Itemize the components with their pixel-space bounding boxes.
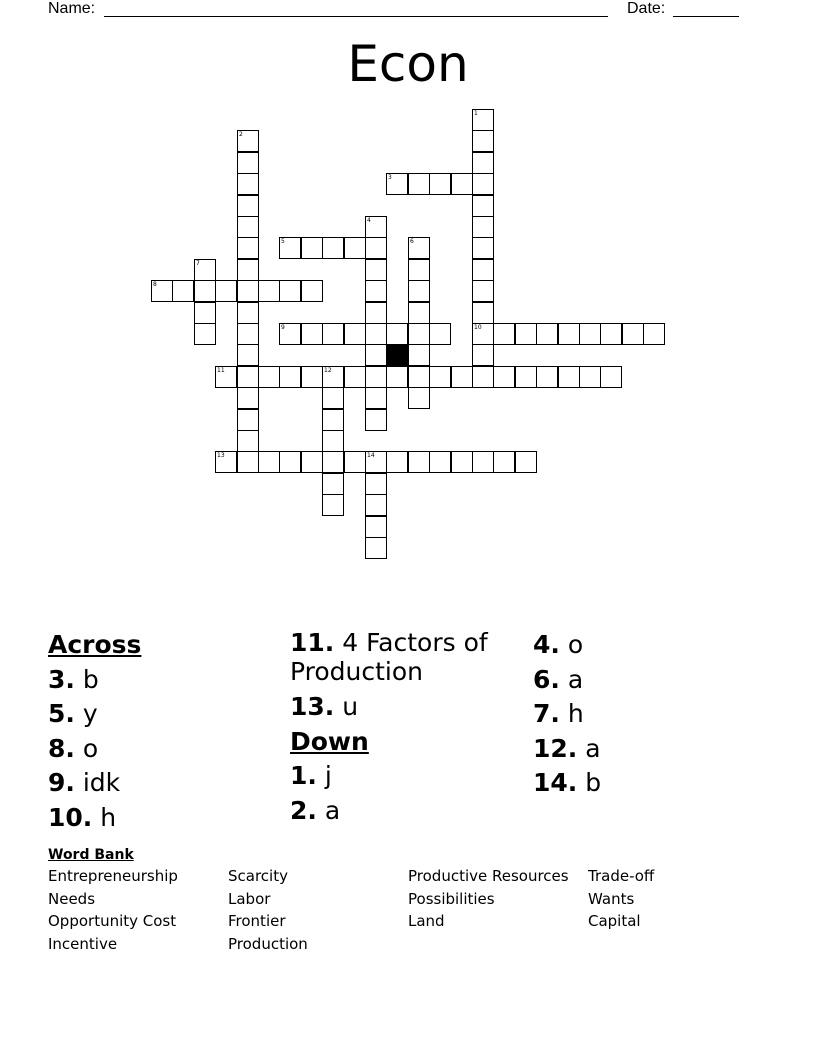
word-bank-title: Word Bank <box>48 847 134 863</box>
clue-column-2 <box>290 628 526 828</box>
clue-number: 14. <box>533 768 578 797</box>
crossword-cell[interactable] <box>408 366 430 388</box>
crossword-cell[interactable] <box>237 409 259 431</box>
across-heading: Across <box>48 630 142 659</box>
crossword-cell[interactable] <box>215 451 237 473</box>
word-bank-item: Trade-off <box>588 867 655 885</box>
down-clue <box>533 697 765 732</box>
crossword-cell[interactable] <box>472 259 494 281</box>
name-label: Name: <box>48 0 96 17</box>
down-clue <box>290 759 526 794</box>
across-clue <box>48 801 280 836</box>
crossword-cell[interactable] <box>558 323 580 345</box>
crossword-cell[interactable] <box>600 366 622 388</box>
across-clue <box>48 732 280 767</box>
crossword-cell[interactable] <box>301 323 323 345</box>
crossword-cell[interactable] <box>408 237 430 259</box>
crossword-cell[interactable] <box>408 387 430 409</box>
name-line[interactable] <box>104 16 608 17</box>
clue-text: a <box>316 795 341 825</box>
clue-number-label: 1 <box>474 110 478 117</box>
date-line[interactable] <box>673 16 739 17</box>
crossword-cell[interactable] <box>622 323 644 345</box>
clue-column-1 <box>48 628 280 835</box>
crossword-cell[interactable] <box>215 280 237 302</box>
crossword-cell[interactable] <box>429 323 451 345</box>
crossword-cell[interactable] <box>365 451 387 473</box>
clue-number: 3. <box>48 664 75 694</box>
clue-column-3 <box>533 628 765 801</box>
crossword-cell[interactable] <box>451 451 473 473</box>
crossword-cell[interactable] <box>472 130 494 152</box>
crossword-cell[interactable] <box>472 323 494 345</box>
crossword-cell[interactable] <box>472 195 494 217</box>
word-bank-item: Capital <box>588 912 641 931</box>
clue-number-label: 11 <box>217 367 225 374</box>
crossword-cell[interactable] <box>322 323 344 345</box>
clue-number: 8. <box>48 733 75 763</box>
crossword-cell[interactable] <box>194 280 216 302</box>
word-bank-item: Wants <box>588 889 635 908</box>
clue-number: 13. <box>290 692 335 721</box>
crossword-cell[interactable] <box>237 344 259 366</box>
crossword-cell[interactable] <box>344 366 366 388</box>
puzzle-title: Econ <box>347 35 469 93</box>
crossword-cell[interactable] <box>386 323 408 345</box>
crossword-cell[interactable] <box>472 109 494 131</box>
down-clue <box>533 766 765 801</box>
clue-text: h <box>559 699 584 728</box>
crossword-cell[interactable] <box>451 173 473 195</box>
crossword-cell[interactable] <box>237 152 259 174</box>
word-bank-item: Entrepreneurship <box>48 867 178 885</box>
clue-text: a <box>577 733 601 763</box>
crossword-cell[interactable] <box>600 323 622 345</box>
clue-number-label: 2 <box>239 131 243 138</box>
crossword-cell[interactable] <box>322 366 344 388</box>
crossword-cell[interactable] <box>451 366 473 388</box>
crossword-cell[interactable] <box>386 173 408 195</box>
crossword-cell[interactable] <box>408 173 430 195</box>
word-bank <box>48 846 655 953</box>
crossword-cell[interactable] <box>365 323 387 345</box>
crossword-cell[interactable] <box>408 280 430 302</box>
crossword-cell[interactable] <box>237 430 259 452</box>
crossword-cell[interactable] <box>365 366 387 388</box>
clue-number: 11. <box>290 628 335 657</box>
clue-number: 2. <box>290 795 317 825</box>
crossword-cell[interactable] <box>536 366 558 388</box>
crossword-cell[interactable] <box>322 387 344 409</box>
crossword-cell[interactable] <box>237 173 259 195</box>
crossword-cell[interactable] <box>493 451 515 473</box>
crossword-cell[interactable] <box>237 387 259 409</box>
word-bank-item: Production <box>228 934 308 953</box>
crossword-cell[interactable] <box>194 259 216 281</box>
crossword-cell[interactable] <box>237 216 259 238</box>
crossword-cell[interactable] <box>579 366 601 388</box>
crossword-cell[interactable] <box>365 537 387 559</box>
clue-number: 5. <box>48 699 75 728</box>
crossword-cell[interactable] <box>215 366 237 388</box>
word-bank-item: Frontier <box>228 912 286 931</box>
clue-text: h <box>92 802 117 832</box>
date-label: Date: <box>627 0 666 17</box>
crossword-cell[interactable] <box>408 451 430 473</box>
crossword-cell[interactable] <box>301 237 323 259</box>
crossword-cell[interactable] <box>536 323 558 345</box>
clue-number-label: 10 <box>474 324 482 331</box>
clue-text: o <box>74 733 99 763</box>
word-bank-item: Incentive <box>48 934 118 953</box>
crossword-cell[interactable] <box>365 259 387 281</box>
crossword-cell[interactable] <box>365 237 387 259</box>
crossword-cell[interactable] <box>472 237 494 259</box>
clue-text: a <box>559 664 584 694</box>
clue-text: 4 Factors of Production <box>290 628 488 686</box>
clue-number-label: 3 <box>388 174 392 181</box>
crossword-cell[interactable] <box>237 323 259 345</box>
crossword-cell[interactable] <box>515 323 537 345</box>
crossword-cell[interactable] <box>515 366 537 388</box>
crossword-cell[interactable] <box>344 237 366 259</box>
clue-number-label: 4 <box>367 217 371 224</box>
clue-number: 7. <box>533 699 560 728</box>
crossword-cell[interactable] <box>322 494 344 516</box>
clue-text: j <box>316 761 332 790</box>
word-bank-item: Productive Resources <box>408 867 569 885</box>
clue-text: u <box>334 692 359 721</box>
crossword-cell[interactable] <box>408 259 430 281</box>
down-clue <box>533 628 765 663</box>
crossword-cell[interactable] <box>279 451 301 473</box>
clue-number-label: 8 <box>153 281 157 288</box>
clue-number-label: 12 <box>324 367 332 374</box>
down-heading: Down <box>290 726 369 756</box>
crossword-cell[interactable] <box>237 259 259 281</box>
word-bank-item: Scarcity <box>228 867 288 885</box>
crossword-cell[interactable] <box>258 451 280 473</box>
clue-number-label: 9 <box>281 324 285 331</box>
crossword-cell[interactable] <box>558 366 580 388</box>
crossword-cell[interactable] <box>472 280 494 302</box>
crossword-cell[interactable] <box>172 280 194 302</box>
down-clue <box>533 732 765 767</box>
crossword-cell[interactable] <box>515 451 537 473</box>
crossword-cell[interactable] <box>344 323 366 345</box>
clue-number: 6. <box>533 664 560 694</box>
crossword-cell[interactable] <box>579 323 601 345</box>
crossword-cell[interactable] <box>365 387 387 409</box>
crossword-cell[interactable] <box>493 323 515 345</box>
clue-number: 9. <box>48 768 75 797</box>
word-bank-item: Needs <box>48 889 96 908</box>
crossword-cell[interactable] <box>386 366 408 388</box>
crossword-cell[interactable] <box>344 451 366 473</box>
crossword-cell[interactable] <box>237 130 259 152</box>
across-clue <box>290 628 526 686</box>
word-bank-item: Land <box>408 912 445 931</box>
crossword-cell[interactable] <box>151 280 173 302</box>
crossword-cell[interactable] <box>279 280 301 302</box>
crossword-cell[interactable] <box>365 516 387 538</box>
crossword-cell[interactable] <box>322 409 344 431</box>
crossword-cell[interactable] <box>258 366 280 388</box>
crossword-cell[interactable] <box>472 451 494 473</box>
crossword-cell[interactable] <box>408 323 430 345</box>
crossword-cell[interactable] <box>386 451 408 473</box>
across-clue <box>48 663 280 698</box>
crossword-cell[interactable] <box>301 280 323 302</box>
clue-text: o <box>559 630 584 659</box>
across-clue <box>48 697 280 732</box>
crossword-cell[interactable] <box>365 409 387 431</box>
crossword-cell[interactable] <box>258 280 280 302</box>
crossword-cell[interactable] <box>493 366 515 388</box>
crossword-cell[interactable] <box>472 344 494 366</box>
crossword-cell[interactable] <box>301 366 323 388</box>
crossword-cell[interactable] <box>472 152 494 174</box>
down-clue <box>290 794 526 829</box>
crossword-cell[interactable] <box>408 302 430 324</box>
clue-text: y <box>74 699 98 728</box>
crossword-cell[interactable] <box>237 195 259 217</box>
word-bank-item: Possibilities <box>408 889 495 908</box>
clue-number-label: 13 <box>217 452 225 459</box>
word-bank-item: Labor <box>228 889 271 908</box>
crossword-cell[interactable] <box>365 494 387 516</box>
crossword-cell[interactable] <box>322 473 344 495</box>
crossword-cell[interactable] <box>279 366 301 388</box>
crossword-cell[interactable] <box>237 302 259 324</box>
crossword-cell[interactable] <box>365 344 387 366</box>
clue-number-label: 6 <box>410 238 414 245</box>
clue-number-label: 7 <box>196 260 200 267</box>
word-bank-item: Opportunity Cost <box>48 912 177 931</box>
crossword-cell[interactable] <box>643 323 665 345</box>
clue-text: b <box>74 664 99 694</box>
crossword-cell[interactable] <box>472 173 494 195</box>
crossword-black-cell <box>386 344 408 366</box>
crossword-cell[interactable] <box>322 451 344 473</box>
crossword-cell[interactable] <box>322 237 344 259</box>
crossword-cell[interactable] <box>365 473 387 495</box>
crossword-cell[interactable] <box>279 323 301 345</box>
crossword-cell[interactable] <box>237 451 259 473</box>
crossword-cell[interactable] <box>322 430 344 452</box>
clue-number: 4. <box>533 630 560 659</box>
name-date-header <box>0 0 816 22</box>
crossword-cell[interactable] <box>429 366 451 388</box>
crossword-cell[interactable] <box>429 173 451 195</box>
across-clue <box>48 766 280 801</box>
crossword-cell[interactable] <box>429 451 451 473</box>
crossword-cell[interactable] <box>365 302 387 324</box>
clue-number: 12. <box>533 733 578 763</box>
crossword-cell[interactable] <box>194 323 216 345</box>
crossword-cell[interactable] <box>365 216 387 238</box>
clue-number: 10. <box>48 802 93 832</box>
down-clue <box>533 663 765 698</box>
crossword-cell[interactable] <box>301 451 323 473</box>
clue-number-label: 5 <box>281 238 285 245</box>
clue-text: idk <box>74 768 121 797</box>
crossword-cell[interactable] <box>237 237 259 259</box>
crossword-cell[interactable] <box>279 237 301 259</box>
across-clue <box>290 690 526 725</box>
crossword-cell[interactable] <box>237 366 259 388</box>
crossword-cell[interactable] <box>408 344 430 366</box>
crossword-cell[interactable] <box>472 302 494 324</box>
crossword-cell[interactable] <box>472 216 494 238</box>
crossword-cell[interactable] <box>472 366 494 388</box>
clue-number: 1. <box>290 761 317 790</box>
clue-number-label: 14 <box>367 452 375 459</box>
crossword-cell[interactable] <box>365 280 387 302</box>
clue-text: b <box>577 768 602 797</box>
crossword-cell[interactable] <box>194 302 216 324</box>
crossword-cell[interactable] <box>237 280 259 302</box>
